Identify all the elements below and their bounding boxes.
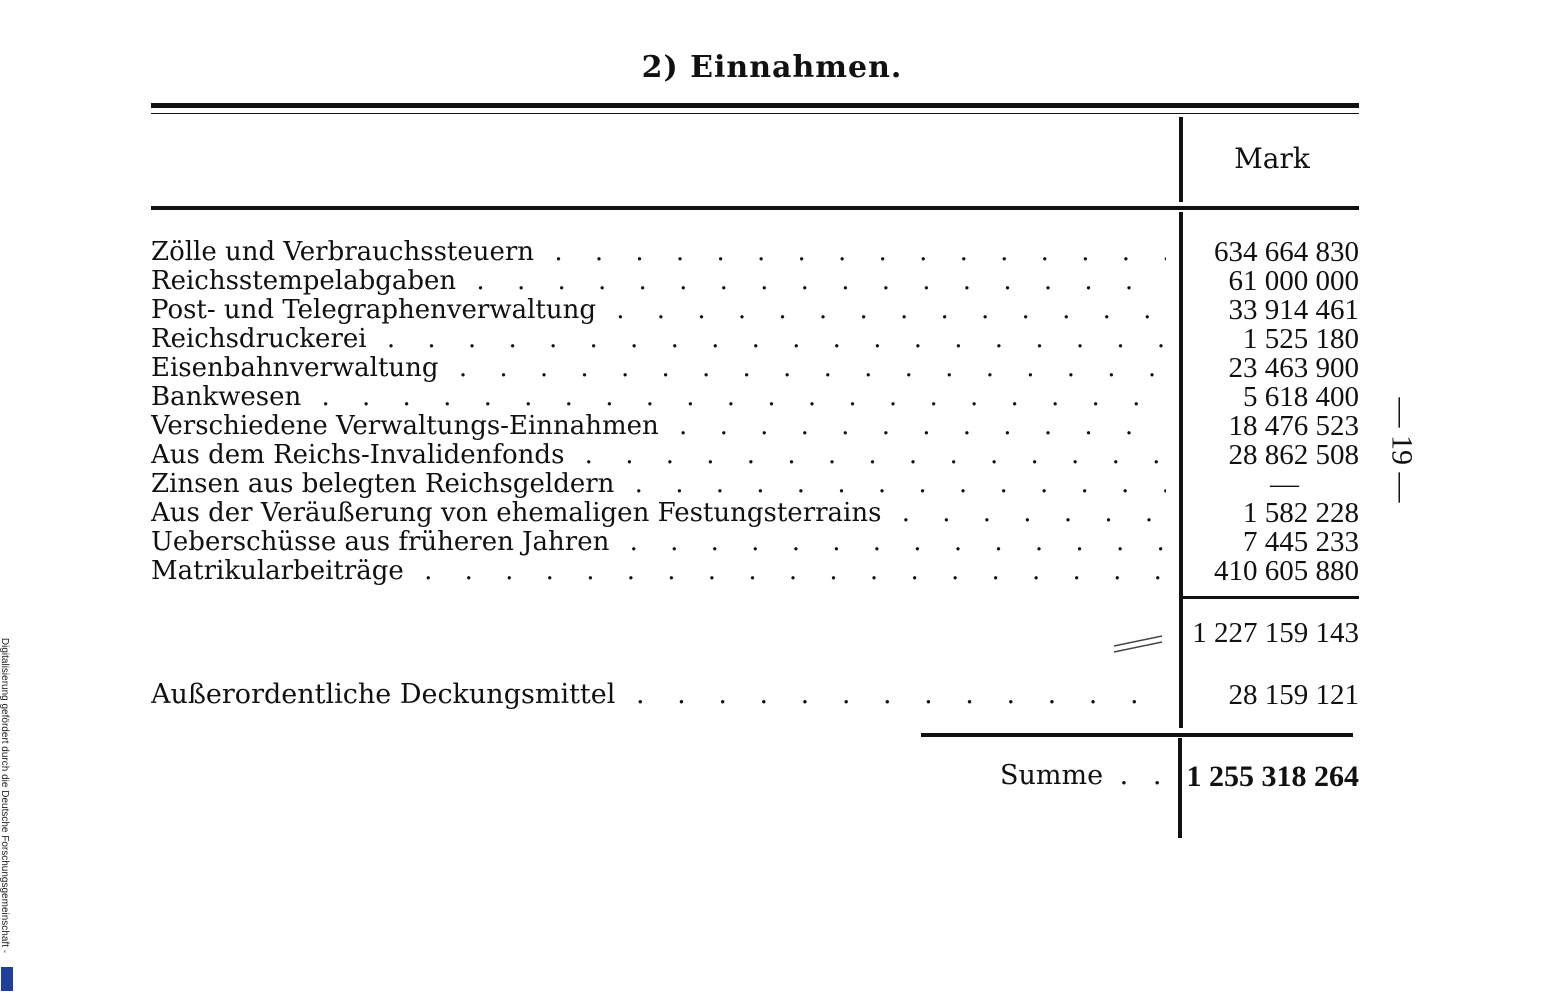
page-title: 2) Einnahmen. — [641, 50, 903, 85]
row-label: Aus dem Reichs-Invalidenfonds . . . — [151, 441, 1166, 470]
page-number-text: — 19 — — [1385, 397, 1418, 503]
row-value: 634 664 830 — [1214, 236, 1359, 268]
row-label: Zinsen aus belegten Reichsgeldern . . . — [151, 470, 1166, 499]
table-row — [151, 267, 1359, 296]
table-row — [151, 528, 1359, 557]
side-credit-text: Digitalisierung gefördert durch die Deutsche Forschungsgemeinschaft - — [0, 637, 11, 953]
revenue-table — [151, 238, 1359, 586]
table-row — [151, 238, 1359, 267]
row-value: — — [1270, 468, 1299, 500]
row-label: Matrikularbeiträge . . . — [151, 557, 1166, 586]
column-header-mark: Mark — [1234, 142, 1310, 175]
table-row — [151, 557, 1359, 586]
extraordinary-label: Außerordentliche Deckungsmittel . . . — [151, 678, 1166, 712]
row-value: 1 525 180 — [1243, 323, 1359, 355]
dfg-logo-icon — [1, 967, 13, 991]
row-value: 1 582 228 — [1243, 497, 1359, 529]
page-number — [1378, 380, 1424, 520]
sum-rule — [921, 733, 1353, 737]
row-value: 33 914 461 — [1228, 294, 1359, 326]
table-row — [151, 441, 1359, 470]
row-value: 5 618 400 — [1243, 381, 1359, 413]
row-value: 18 476 523 — [1228, 410, 1359, 442]
column-divider-header — [1179, 117, 1183, 202]
row-label: Bankwesen . . . — [151, 383, 1166, 412]
row-label: Zölle und Verbrauchssteuern . . . — [151, 238, 1166, 267]
table-row — [151, 499, 1359, 528]
row-label: Ueberschüsse aus früheren Jahren . . . — [151, 528, 1166, 557]
table-row — [151, 296, 1359, 325]
row-label: Verschiedene Verwaltungs-Einnahmen . . . — [151, 412, 1166, 441]
table-row — [151, 470, 1359, 499]
table-row — [151, 325, 1359, 354]
subtotal-rule — [1183, 596, 1359, 599]
subtotal-value: 1 227 159 143 — [1192, 617, 1359, 649]
header-rule — [151, 206, 1359, 210]
row-label: Eisenbahnverwaltung . . . — [151, 354, 1166, 383]
top-rule-thin — [151, 113, 1359, 114]
column-divider-sum — [1178, 738, 1182, 838]
side-credit — [0, 600, 12, 990]
sum-value: 1 255 318 264 — [1186, 760, 1359, 793]
double-slash-mark — [1112, 632, 1164, 654]
extraordinary-value: 28 159 121 — [1228, 679, 1359, 711]
row-value: 410 605 880 — [1214, 555, 1359, 587]
table-row — [151, 354, 1359, 383]
row-value: 28 862 508 — [1228, 439, 1359, 471]
table-row — [151, 383, 1359, 412]
extraordinary-row — [151, 678, 1359, 712]
row-value: 61 000 000 — [1228, 265, 1359, 297]
top-rule-thick — [151, 103, 1359, 108]
row-label: Aus der Veräußerung von ehemaligen Festungsterrains . . . — [151, 499, 1166, 528]
row-value: 23 463 900 — [1228, 352, 1359, 384]
row-label: Post- und Telegraphenverwaltung . . . — [151, 296, 1166, 325]
row-value: 7 445 233 — [1243, 526, 1359, 558]
sum-label: Summe . . — [1000, 760, 1169, 791]
row-label: Reichsdruckerei . . . — [151, 325, 1166, 354]
table-row — [151, 412, 1359, 441]
row-label: Reichsstempelabgaben . . . — [151, 267, 1166, 296]
